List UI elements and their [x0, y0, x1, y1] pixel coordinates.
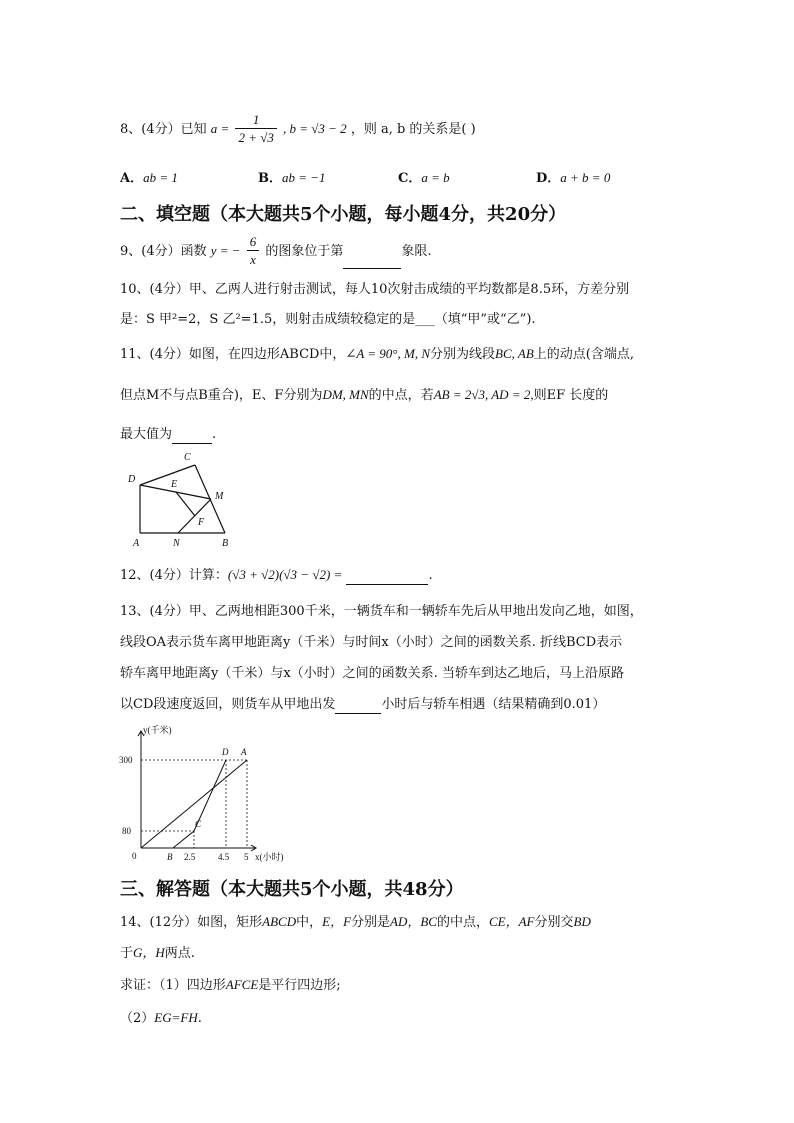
q12-answer-blank: [346, 570, 428, 585]
q8-a-fraction: $\frac{1}{2 + √3}$: [235, 112, 276, 147]
edge-dc: [140, 465, 195, 485]
label-b: B: [222, 538, 229, 549]
q12-stem: 12、(4分）计算：(√3 + √2)(√3 − √2) = .: [120, 567, 433, 583]
y-tick-300: 300: [119, 755, 133, 765]
q14-line-3: 求证：（1）四边形AFCE是平行四边形;: [120, 977, 341, 993]
q9-fraction: $\frac{6}{x}$: [247, 234, 260, 269]
q14-line-1: 14、(12分）如图，矩形ABCD中，E，F分别是AD，BC的中点，CE，AF分别交BD: [120, 914, 591, 930]
x-tick-5: 5: [244, 852, 249, 862]
polyline-bcd: [173, 760, 226, 848]
label-m: M: [215, 491, 224, 502]
q8-a-def: a =: [210, 121, 230, 136]
q9-answer-blank: [343, 254, 401, 269]
q14-line-2: 于G，H两点.: [120, 945, 195, 961]
q11-line-1: 11、(4分）如图，在四边形ABCD中，∠A = 90°, M, N分别为线段BC, AB上的动点(含端点,: [120, 346, 635, 362]
line-oa: [141, 760, 247, 848]
label-c: C: [184, 452, 191, 463]
q8-b-def: , b = √3 − 2: [283, 121, 347, 136]
x-axis-label: x(小时): [255, 852, 284, 862]
q10-line-1: 10、(4分）甲、乙两人进行射击测试，每人10次射击成绩的平均数都是8.5环，方差分别: [120, 282, 630, 297]
q13-graph: [115, 720, 295, 865]
q13-answer-blank: [335, 699, 381, 714]
q13-line-1: 13、(4分）甲、乙两地相距300千米，一辆货车和一辆轿车先后从甲地出发向乙地，如图，: [120, 604, 643, 619]
q13-line-2: 线段OA表示货车离甲地距离y（千米）与时间x（小时）之间的函数关系. 折线BCD表示: [120, 635, 623, 650]
q10-line-2: 是：S 甲²=2，S 乙²=1.5，则射击成绩较稳定的是___（填“甲”或“乙”).: [120, 312, 536, 327]
q9-stem: 9、(4分）函数 y = − $\frac{6}{x}$ 的图象位于第 象限.: [120, 234, 432, 267]
q8-stem: 8、(4分）已知 a = $\frac{1}{2 + √3}$ , b = √3 − 2 ，则 a, b 的关系是( ): [120, 112, 476, 145]
q11-line-3: 最大值为 .: [120, 427, 217, 442]
point-d-label: D: [222, 747, 229, 757]
q13-line-4: 以CD段速度返回，则货车从甲地出发 小时后与轿车相遇（结果精确到0.01）: [120, 697, 606, 712]
y-tick-80: 80: [122, 826, 131, 836]
q13-line-3: 轿车离甲地距离y（千米）与x（小时）之间的函数关系. 当轿车到达乙地后，马上沿原路: [120, 666, 624, 681]
x-tick-b: B: [167, 852, 173, 862]
label-a: A: [133, 538, 140, 549]
x-tick-2-5: 2.5: [184, 852, 196, 862]
q8-option-b: B．ab = −1: [258, 170, 326, 186]
label-f: F: [198, 517, 205, 528]
q8-option-c: C．a = b: [398, 170, 450, 186]
q14-line-4: （2）EG=FH.: [120, 1010, 202, 1026]
point-a-label: A: [241, 747, 247, 757]
label-e: E: [171, 479, 178, 490]
q11-figure: [120, 448, 245, 550]
section-3-heading: 三、解答题（本大题共5个小题，共48分）: [120, 879, 464, 900]
label-n: N: [173, 538, 180, 549]
q8-option-d: D．a + b = 0: [536, 170, 611, 186]
origin-label: 0: [132, 851, 137, 861]
y-axis-label: y(千米): [143, 725, 172, 735]
label-d: D: [128, 474, 136, 485]
section-2-heading: 二、填空题（本大题共5个小题，每小题4分，共20分）: [120, 204, 567, 225]
x-tick-4-5: 4.5: [218, 852, 230, 862]
q8-option-a: A．ab = 1: [120, 170, 178, 186]
q11-line-2: 但点M不与点B重合)，E、F分别为DM, MN的中点，若AB = 2√3, AD = 2,则EF 长度的: [120, 387, 609, 403]
q11-answer-blank: [172, 429, 212, 444]
point-c-label: C: [195, 819, 202, 829]
